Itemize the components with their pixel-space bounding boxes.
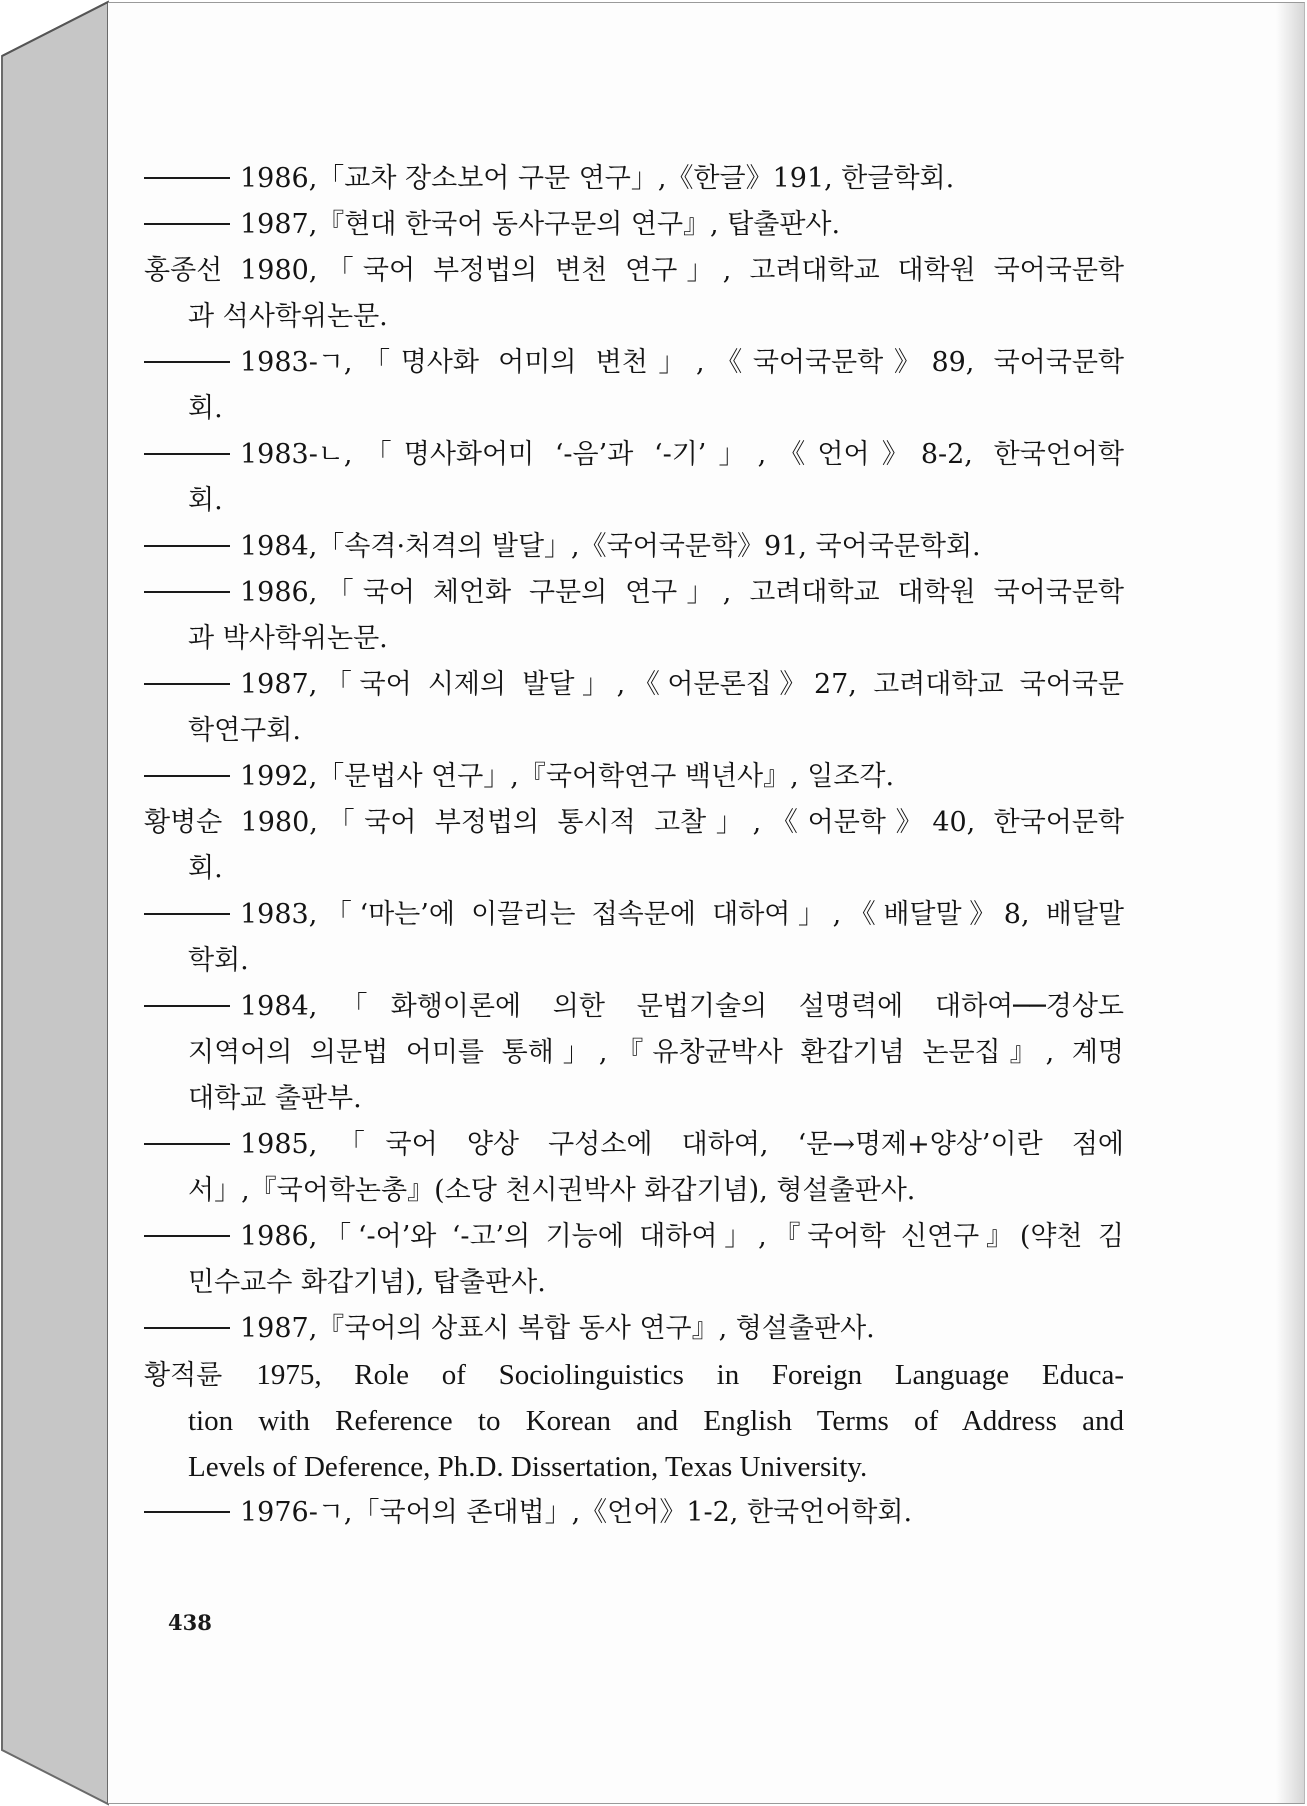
entry-text: 1986,「‘-어’와 ‘-고’의 기능에 대하여」,『국어학 신연구』(약천 김 [240,1221,1124,1252]
ditto-dash [144,453,230,455]
entry-line [144,202,1124,248]
reference-entry [144,570,1124,662]
entry-text: 과 박사학위논문. [188,623,388,654]
reference-entry [144,1214,1124,1306]
reference-entry [144,1352,1124,1490]
ditto-dash [144,1235,230,1237]
author-name: 홍종선 [144,255,223,286]
reference-entry [144,1306,1124,1352]
author-name: 황적륜 [144,1360,223,1391]
author-name: 황병순 [144,807,223,838]
entry-line [144,294,1124,340]
entry-text: 서」,『국어학논총』(소당 천시권박사 화갑기념), 형설출판사. [188,1175,916,1206]
entry-text: 1980,「국어 부정법의 변천 연구」, 고려대학교 대학원 국어국문학 [240,255,1124,286]
reference-entry [144,892,1124,984]
entry-line [144,616,1124,662]
entry-text: 1987,『국어의 상표시 복합 동사 연구』, 형설출판사. [240,1313,875,1344]
entry-text: 1980,「국어 부정법의 통시적 고찰」,《어문학》40, 한국어문학 [240,807,1124,838]
entry-line [144,800,1124,846]
reference-entry [144,156,1124,202]
entry-text: 회. [188,393,223,424]
entry-text: 학회. [188,945,249,976]
ditto-dash [144,1143,230,1145]
reference-list [144,156,1124,1536]
entry-text: 1976-ㄱ,「국어의 존대법」,《언어》1-2, 한국언어학회. [240,1497,913,1528]
entry-line [144,386,1124,432]
entry-line [144,248,1124,294]
page-number: 438 [168,1610,212,1635]
entry-text: 1986,「교차 장소보어 구문 연구」,《한글》191, 한글학회. [240,163,955,194]
reference-entry [144,1122,1124,1214]
entry-line [144,1444,1124,1490]
entry-text: 1987,「국어 시제의 발달」,《어문론집》27, 고려대학교 국어국문 [240,669,1124,700]
entry-text: 회. [188,853,223,884]
entry-line [144,432,1124,478]
entry-line [144,478,1124,524]
entry-line [144,156,1124,202]
reference-entry [144,248,1124,340]
entry-line [144,570,1124,616]
entry-line [144,1352,1124,1398]
entry-line [144,1168,1124,1214]
entry-line [144,708,1124,754]
entry-text: 1975, Role of Sociolinguistics in Foreign Language Educa- [256,1359,1124,1391]
entry-line [144,1122,1124,1168]
ditto-dash [144,1511,230,1513]
entry-line [144,938,1124,984]
entry-line [144,340,1124,386]
ditto-dash [144,913,230,915]
ditto-dash [144,223,230,225]
entry-text: 1984,「속격·처격의 발달」,《국어국문학》91, 국어국문학회. [240,531,981,562]
entry-text: Levels of Deference, Ph.D. Dissertation, Texas University. [188,1451,868,1483]
entry-text: 지역어의 의문법 어미를 통해」,『유창균박사 환갑기념 논문집』, 계명 [188,1037,1124,1068]
entry-text: 1983,「‘마는’에 이끌리는 접속문에 대하여」,《배달말》8, 배달말 [240,899,1124,930]
reference-entry [144,984,1124,1122]
page-edge-shadow [1276,3,1304,1803]
entry-text: 1986,「국어 체언화 구문의 연구」, 고려대학교 대학원 국어국문학 [240,577,1124,608]
entry-text: 과 석사학위논문. [188,301,388,332]
entry-line [144,1260,1124,1306]
ditto-dash [144,775,230,777]
reference-entry [144,432,1124,524]
entry-line [144,892,1124,938]
entry-line [144,984,1124,1030]
ditto-dash [144,683,230,685]
entry-line [144,1214,1124,1260]
entry-line [144,1490,1124,1536]
entry-text: 1983-ㄱ,「명사화 어미의 변천」,《국어국문학》89, 국어국문학 [240,347,1124,378]
entry-text: 학연구회. [188,715,301,746]
entry-text: 1987,『현대 한국어 동사구문의 연구』, 탑출판사. [240,209,841,240]
entry-text: 1992,「문법사 연구」,『국어학연구 백년사』, 일조각. [240,761,895,792]
reference-entry [144,1490,1124,1536]
entry-line [144,1076,1124,1122]
reference-entry [144,662,1124,754]
entry-text: tion with Reference to Korean and English Terms of Address and [188,1405,1124,1437]
ditto-dash [144,1327,230,1329]
entry-line [144,1398,1124,1444]
reference-entry [144,202,1124,248]
reference-entry [144,340,1124,432]
entry-text: 회. [188,485,223,516]
entry-text: 1985,「국어 양상 구성소에 대하여, ‘문→명제+양상’이란 점에 [240,1129,1124,1160]
ditto-dash [144,361,230,363]
entry-line [144,662,1124,708]
entry-line [144,1306,1124,1352]
ditto-dash [144,177,230,179]
ditto-dash [144,591,230,593]
entry-text: 대학교 출판부. [188,1083,362,1114]
entry-text: 1984,「화행이론에 의한 문법기술의 설명력에 대하여──경상도 [240,991,1124,1022]
ditto-dash [144,545,230,547]
reference-entry [144,754,1124,800]
entry-line [144,754,1124,800]
reference-entry [144,800,1124,892]
entry-line [144,846,1124,892]
entry-line [144,524,1124,570]
entry-text: 민수교수 화갑기념), 탑출판사. [188,1267,546,1298]
entry-line [144,1030,1124,1076]
ditto-dash [144,1005,230,1007]
entry-text: 1983-ㄴ,「명사화어미 ‘-음’과 ‘-기’」,《언어》8-2, 한국언어학 [240,439,1124,470]
reference-entry [144,524,1124,570]
